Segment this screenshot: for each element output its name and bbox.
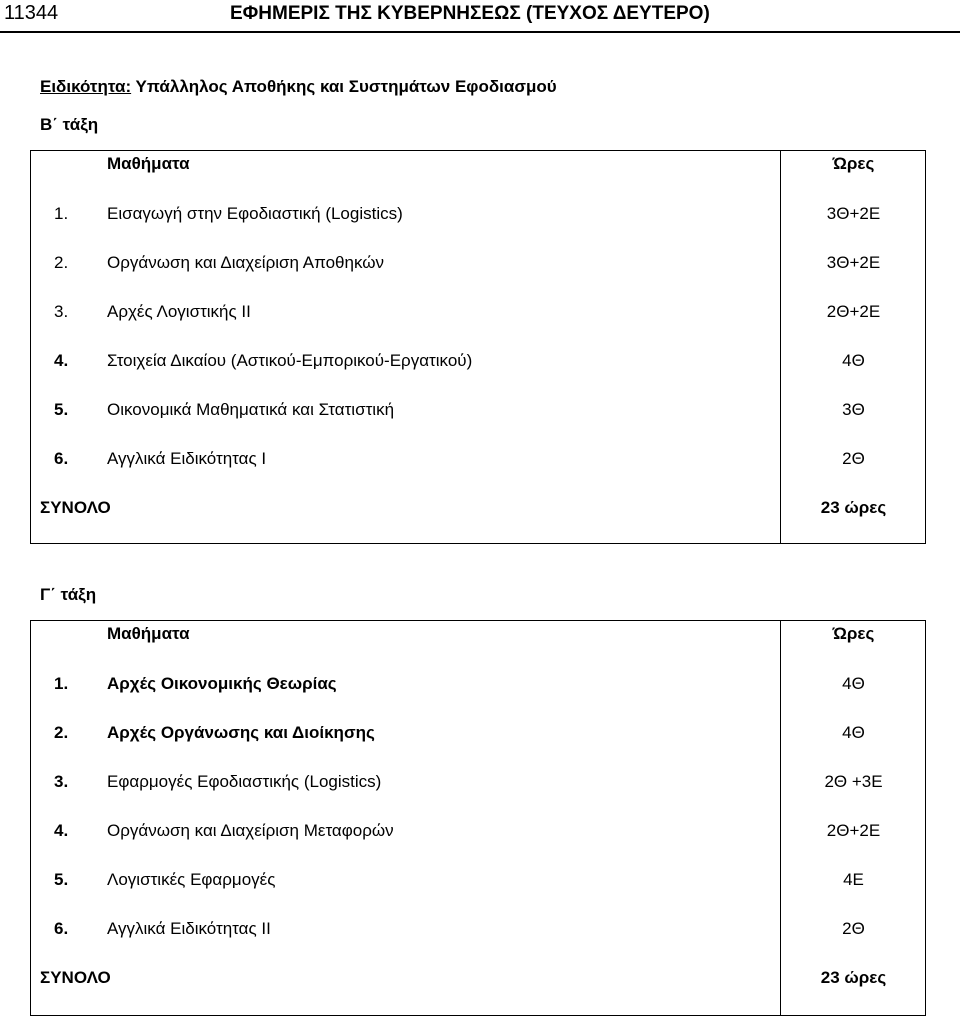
course-name: Στοιχεία Δικαίου (Αστικού-Εμπορικού-Εργατικού) xyxy=(107,351,473,370)
course-name: Αρχές Οικονομικής Θεωρίας xyxy=(107,674,337,693)
row-number: 1. xyxy=(54,674,69,693)
specialty-line xyxy=(40,77,557,97)
course-hours: 3Θ+2Ε xyxy=(826,253,881,272)
course-name: Οικονομικά Μαθηματικά και Στατιστική xyxy=(107,400,395,419)
gazette-title: ΕΦΗΜΕΡΙΣ ΤΗΣ ΚΥΒΕΡΝΗΣΕΩΣ (ΤΕΥΧΟΣ ΔΕΥΤΕΡΟ) xyxy=(230,3,710,24)
specialty-label: Ειδικότητα: xyxy=(40,77,132,96)
total-hours: 23 ώρες xyxy=(820,968,887,987)
row-number: 2. xyxy=(54,253,69,272)
row-number: 4. xyxy=(54,821,69,840)
course-name: Οργάνωση και Διαχείριση Μεταφορών xyxy=(107,821,394,840)
course-hours: 4Θ xyxy=(842,723,865,742)
column-header-courses: Μαθήματα xyxy=(107,154,190,173)
course-hours: 2Θ+2Ε xyxy=(826,302,881,321)
page-number: 11344 xyxy=(4,2,59,24)
course-name: Λογιστικές Εφαρμογές xyxy=(107,870,276,889)
course-name: Εφαρμογές Εφοδιαστικής (Logistics) xyxy=(107,772,382,791)
total-label: ΣΥΝΟΛΟ xyxy=(40,968,111,987)
class-b-title: Β΄ τάξη xyxy=(40,115,99,134)
course-hours: 3Θ+2Ε xyxy=(826,204,881,223)
course-name: Αρχές Λογιστικής ΙΙ xyxy=(107,302,251,321)
course-name: Αγγλικά Ειδικότητας Ι xyxy=(107,449,267,468)
row-number: 1. xyxy=(54,204,69,223)
course-hours: 2Θ xyxy=(842,449,865,468)
course-hours: 2Θ+2Ε xyxy=(826,821,881,840)
course-hours: 3Θ xyxy=(842,400,865,419)
course-name: Αγγλικά Ειδικότητας ΙΙ xyxy=(107,919,271,938)
total-hours: 23 ώρες xyxy=(820,498,887,517)
specialty-value: Υπάλληλος Αποθήκης και Συστημάτων Εφοδιασμού xyxy=(135,77,557,96)
course-name: Αρχές Οργάνωσης και Διοίκησης xyxy=(107,723,375,742)
row-number: 3. xyxy=(54,772,69,791)
row-number: 3. xyxy=(54,302,69,321)
course-hours: 4Θ xyxy=(842,351,865,370)
course-hours: 2Θ xyxy=(842,919,865,938)
class-c-title: Γ΄ τάξη xyxy=(40,585,97,604)
class-c-table xyxy=(30,620,926,1016)
row-number: 2. xyxy=(54,723,69,742)
page-header xyxy=(0,0,960,33)
total-label: ΣΥΝΟΛΟ xyxy=(40,498,111,517)
course-hours: 4Θ xyxy=(842,674,865,693)
column-header-hours: Ώρες xyxy=(832,624,875,643)
column-header-courses: Μαθήματα xyxy=(107,624,190,643)
class-b-table xyxy=(30,150,926,544)
row-number: 6. xyxy=(54,919,69,938)
row-number: 6. xyxy=(54,449,69,468)
row-number: 5. xyxy=(54,400,69,419)
course-hours: 4Ε xyxy=(843,870,864,889)
column-header-hours: Ώρες xyxy=(832,154,875,173)
row-number: 5. xyxy=(54,870,69,889)
course-hours: 2Θ +3Ε xyxy=(824,772,883,791)
row-number: 4. xyxy=(54,351,69,370)
course-name: Εισαγωγή στην Εφοδιαστική (Logistics) xyxy=(107,204,403,223)
course-name: Οργάνωση και Διαχείριση Αποθηκών xyxy=(107,253,385,272)
